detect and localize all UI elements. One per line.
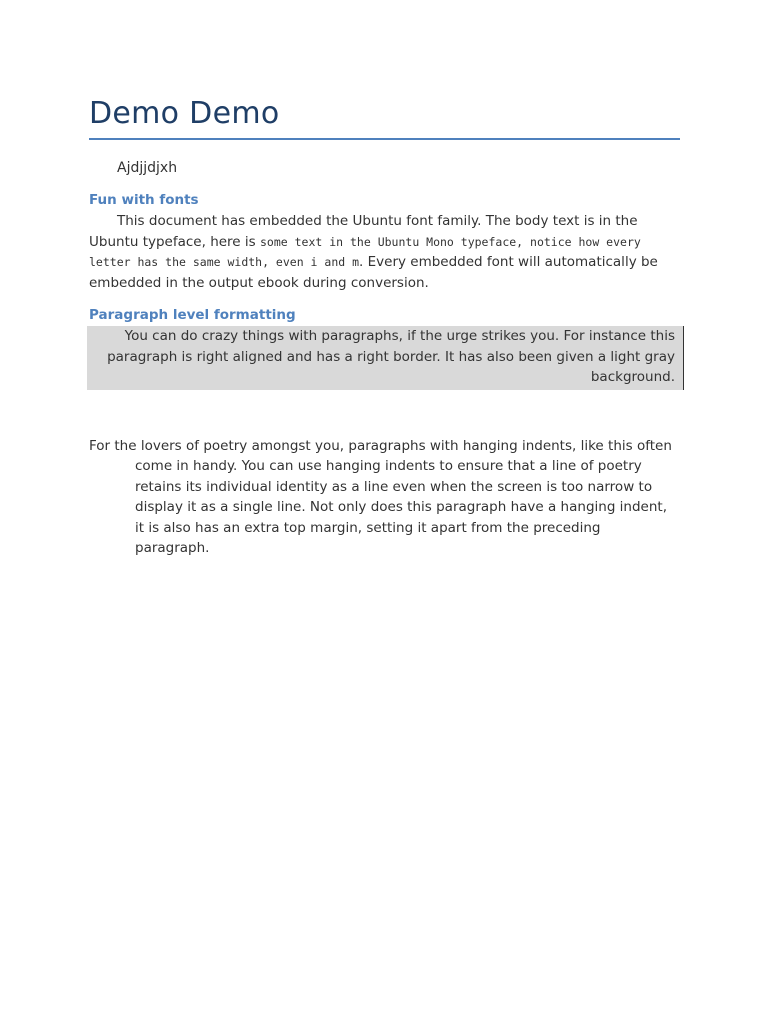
hanging-indent-paragraph: For the lovers of poetry amongst you, paragraphs with hanging indents, like this often come in handy. You can use hanging indents to ensure that a line of poetry retains its individual identity as a line even when the screen is too narrow to display it as a single line. Not only does this paragraph have a hanging indent, it is also has an extra top margin, setting it apart from the preceding paragraph.	[89, 437, 672, 556]
fonts-text-start: This document has embedded the Ubuntu font family. The body text is in the Ubuntu typeface, here is	[89, 213, 638, 250]
mono-font-sample: some text in the Ubuntu Mono typeface, notice how every letter has the same width, even i and m	[89, 234, 641, 269]
title-underline-rule	[89, 138, 680, 140]
right-aligned-gray-paragraph: You can do crazy things with paragraphs, if the urge strikes you. For instance this paragraph is right aligned and has a right border. It has also been given a light gray background.	[87, 326, 684, 390]
fonts-text-end: . Every embedded font will automatically be embedded in the output ebook during conversion.	[89, 254, 658, 291]
section-heading-paragraph-formatting: Paragraph level formatting	[89, 307, 296, 323]
intro-paragraph: Ajdjjdjxh	[117, 160, 178, 176]
section-heading-fonts: Fun with fonts	[89, 192, 199, 208]
document-page	[89, 92, 679, 559]
fonts-paragraph	[89, 211, 679, 293]
document-title: Demo Demo	[89, 96, 280, 131]
